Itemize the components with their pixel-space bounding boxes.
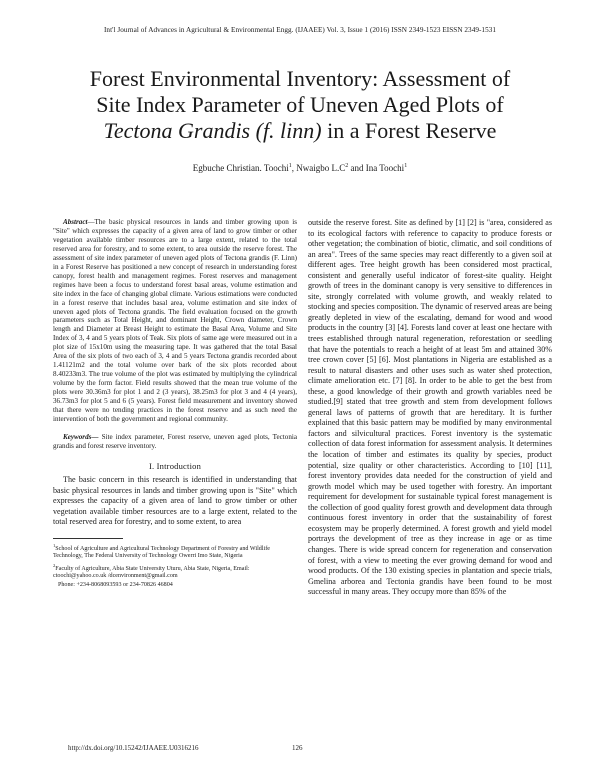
right-column [308,218,552,598]
footnotes [53,542,297,589]
keywords-label: Keywords— [63,432,99,441]
abstract [53,218,297,424]
paper-title [40,66,560,144]
right-column-paragraph: outside the reserve forest. Site as defined by [1] [2] is "area, considered as to its ecological factors with reference to capacity to produce forests or other vegetation; the combination of biotic, climatic, and soil conditions of an area". Trees of the same species may react differently to a given soil at different ages. Tree height growth has been considered most practical, consistent and generally useful indicator of forest-site quality. Height growth of trees in the dominant canopy is very sensitive to differences in site, strongly correlated with volume growth, and weakly related to stocking and species composition. The dynamic of reserved areas are being greatly depleted in view of the escalating, demand for wood and wood products in the country [3] [4]. Forests land cover at least one hectare with trees established through natural regeneration, reforestation or seedling that have the potentials to reach a height of at least 5m and attained 30% tree crown cover [5] [6]. Most plantations in Nigeria are established as a result to natural disasters and other uses such as water shed protection, climate amelioration etc. [7] [8]. In order to be able to get the best from these, a good knowledge of their growth and growth variables need be studied.[9] stated that tree growth and stem from development follows general laws of patterns of growth that are hereditary. It is further explained that this basic pattern may be modified by many environmental factors and silvicultural practices. Forest inventory is the systematic collection of data forest information for assessment analysis. It determines the location of timber and estimates its quality by species, product potential, size quality or other characteristics. According to [10] [11], forest inventory provides data needed for the construction of yield and growth model which may be used together with forestry. An important requirement for development for sustainable typical forest management is the collection of good quality forest growth and development data through continuous forest inventory in order that the sustainability of forest ecosystem may be properly determined. A forest growth and yield model portrays the development of tree as they increase in age or as time changes. There is wide spread concern for regeneration and conservation of forest, with a view to meeting the ever growing demand for wood and wood products. Of the 130 existing species in plantation and specie trials, Gmelina arborea and Tectonia grandis have been found to be most successful in many areas. They occupy more than 85% of the [308,218,552,597]
title-species-name: Tectona Grandis (f. linn) [103,118,322,143]
footnote-2-text: Faculty of Agriculture, Abia State University Uturu, Abia State, Nigeria, Email: ctoochi@yahoo.co.uk /dcenvironment@gmail.com [53,565,250,580]
left-column [53,218,297,590]
title-line-3-rest: in a Forest Reserve [321,118,497,143]
footnote-1-marker: 1 [53,542,56,548]
title-line-3 [40,118,560,144]
author-3: and Ina Toochi [348,163,405,173]
section-heading-introduction: I. Introduction [148,460,202,471]
keywords [53,433,297,451]
journal-header: Int'l Journal of Advances in Agricultural & Environmental Engg. (IJAAEE) Vol. 3, Issue 1 (2016) ISSN 2349-1523 EISSN 2349-1531 [103,26,496,34]
page-number: 126 [292,744,303,752]
title-line-1: Forest Environmental Inventory: Assessment of [89,66,511,91]
author-3-affiliation: 1 [404,163,408,169]
footnote-divider [53,538,123,539]
footnote-1 [53,542,297,561]
doi-link[interactable]: http://dx.doi.org/10.15242/IJAAEE.U0316216 [68,744,199,752]
keywords-text: Site index parameter, Forest reserve, uneven aged plots, Tectonia grandis and forest reserve inventory. [53,432,297,450]
author-2-affiliation: 2 [345,163,349,169]
title-line-2: Site Index Parameter of Uneven Aged Plots of [96,92,504,117]
footnote-2-marker: 2 [53,562,56,568]
footnote-3: Phone: +234-8068093593 or 234-70826 46804 [58,581,173,588]
footnote-2 [53,562,297,581]
abstract-text: —The basic physical resources in lands and timber growing upon is "Site" which expresses the capacity of a given area of land to grow timber or other vegetation available timber resources are to a large extent, related to the total reserved area for forestry, and to some extent, to area outside the reserve forest. The assessment of site index parameter of uneven aged plots of Tectona grandis (F. Linn) in a Forest Reserve has positioned a new concept of research in understanding forest canopy, forest health and management regimes. Forest reserves and management regimes have been a focus to understand forest basal areas, volume estimation and site index in the face of changing global climate. Various estimations were conducted in a forest reserve that includes basal area, volume estimation and site index of uneven aged plots of Tectona grandis. The field evaluation focused on the growth parameters such as Total Height, and dominant Height, Crown diameter, Crown length and Diameter at Breast Height to estimate the Basal Area, Volume and Site Index of 3, 4 and 5 years plots of Teak. Six plots of same age were measured out in a plot size of 15x10m using the measuring tape. It was gathered that the total Basal Area of the six plots of two each of 3, 4 and 5 years Tectona grandis recorded about 1.41121m2 and the total volume over bark of the six plots recorded about 8.40233m3. The true volume of the plot was estimated by multiplying the cylindrical volume by the form factor. Field results showed that the mean true volume of the plots were 30.36m3 for plot 1 and 2 (3 years), 38.25m3 for plot 3 and 4 (4 years), 36.73m3 for plot 5 and 6 (5 years). Forest field measurement and inventory showed that there were no tending practices in the forest reserve and as such need the intervention of both the government and regional community. [53,218,297,423]
author-list [0,163,600,173]
author-1-affiliation: 1 [288,163,292,169]
introduction-paragraph: The basic concern in this research is identified in understanding that basic physical resources in lands and timber growing upon is "Site" which expresses the capacity of a given area of land to grow timber or other vegetation available timber resources are to a large extent, related to the total reserved area for forestry, and to some extent, to area [53,475,297,527]
author-1: Egbuche Christian. Toochi [192,163,289,173]
abstract-label: Abstract [63,218,88,226]
author-2: , Nwaigbo L.C [291,163,346,173]
footnote-1-text: School of Agriculture and Agricultural Technology Department of Forestry and Wildlife Technology, The Federal University of Technology Owerri Imo State, Nigeria [53,545,270,560]
